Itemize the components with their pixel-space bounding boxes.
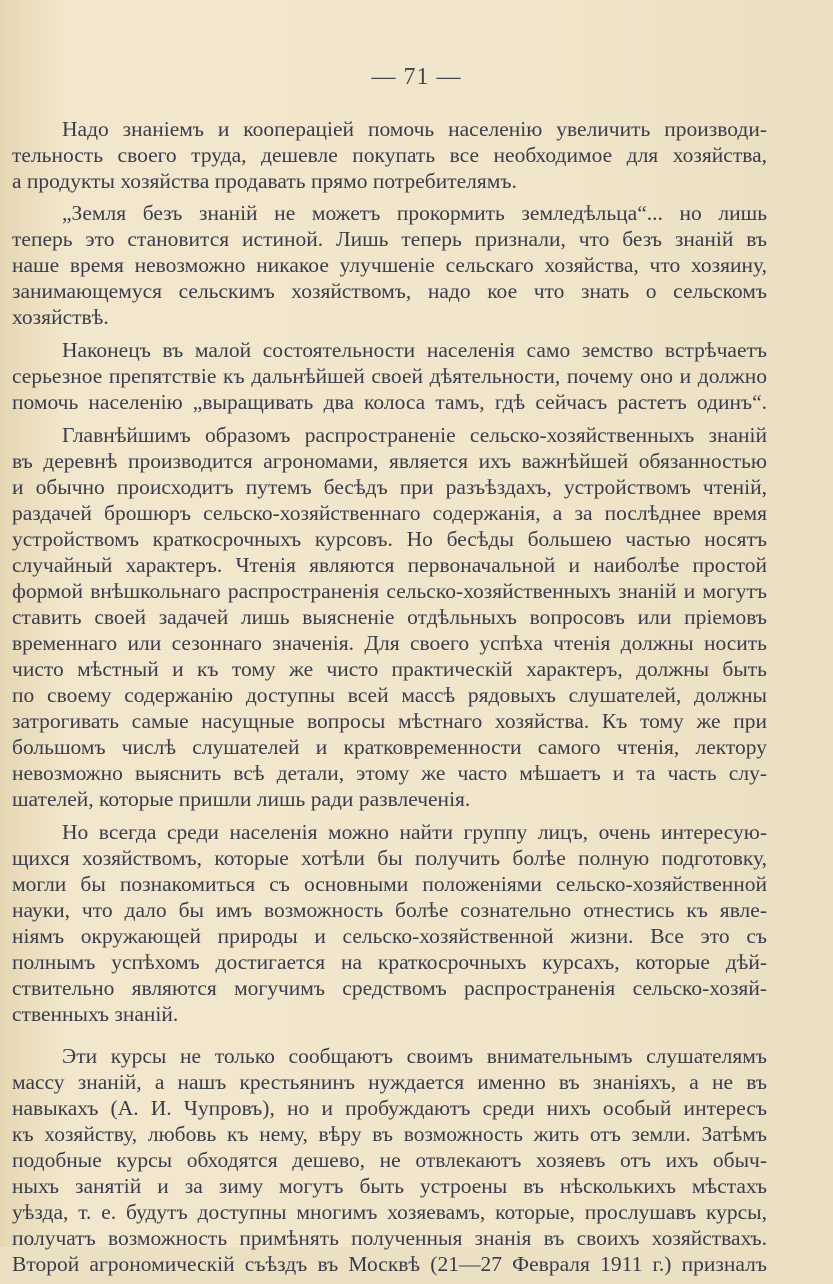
text-line: Надо знаніемъ и кооперацiей помочь населенію увеличить производи-	[62, 117, 767, 141]
text-line: Но всегда среди населенія можно найти группу лицъ, очень интересую-	[62, 820, 767, 844]
text-line: ставить своей задачей лишь выясненіе отдѣльныхъ вопросовъ или пріемовъ	[12, 605, 767, 629]
text-line: тельность своего труда, дешевле покупать все необходимое для хозяйства,	[12, 143, 767, 167]
text-line: ственныхъ знаній.	[12, 1002, 179, 1026]
text-line: случайный характеръ. Чтенія являются первоначальной и наиболѣе простой	[12, 553, 767, 577]
page-number: — 71 —	[371, 64, 462, 90]
paragraph	[12, 116, 767, 194]
text-line: временнаго или сезоннаго значенія. Для своего успѣха чтенія должны носить	[12, 631, 767, 655]
text-line: щихся хозяйствомъ, которые хотѣли бы получить болѣе полную подготовку,	[12, 846, 767, 870]
text-line: наше время невозможно никакое улучшеніе сельскаго хозяйства, что хозяину,	[12, 253, 767, 277]
paragraph	[12, 1043, 767, 1277]
paragraph	[12, 337, 767, 415]
text-line: по своему содержанію доступны всей массѣ рядовыхъ слушателей, должны	[12, 683, 767, 707]
text-line: ствительно являются могучимъ средствомъ распространенія сельско-хозяй-	[12, 976, 767, 1000]
text-line: затрогивать самые насущные вопросы мѣстнаго хозяйства. Къ тому же при	[12, 709, 767, 733]
text-line: невозможно выяснить всѣ детали, этому же часто мѣшаетъ и та часть слу-	[12, 761, 767, 785]
paragraph	[12, 200, 767, 330]
text-line: Главнѣйшимъ образомъ распространеніе сельско-хозяйственныхъ знаній	[62, 423, 767, 447]
text-line: серьезное препятствіе къ дальнѣйшей своей дѣятельности, почему оно и должно	[12, 364, 767, 388]
text-line: раздачей брошюръ сельско-хозяйственнаго содержанія, а за послѣднее время	[12, 501, 767, 525]
text-line: занимающемуся сельскимъ хозяйствомъ, надо кое что знать о сельскомъ	[12, 279, 767, 303]
text-line: Второй агрономическій съѣздъ въ Москвѣ (21—27 Февраля 1911 г.) призналъ	[12, 1252, 767, 1276]
text-line: науки, что дало бы имъ возможность болѣе сознательно отнестись къ явле-	[12, 898, 767, 922]
text-line: къ хозяйству, любовь къ нему, вѣру въ возможность жить отъ земли. Затѣмъ	[12, 1122, 767, 1146]
text-line: теперь это становится истиной. Лишь теперь признали, что безъ знаній въ	[12, 227, 767, 251]
text-line: массу знаній, а нашъ крестьянинъ нуждается именно въ знаніяхъ, а не въ	[12, 1070, 767, 1094]
text-line: помочь населенію „выращивать два колоса тамъ, гдѣ сейчасъ растетъ одинъ“.	[12, 390, 767, 414]
paragraph	[12, 422, 767, 812]
text-line: полнымъ успѣхомъ достигается на краткосрочныхъ курсахъ, которые дѣй-	[12, 950, 767, 974]
text-line: въ деревнѣ производится агрономами, является ихъ важнѣйшей обязанностью	[12, 449, 767, 473]
text-line: ніямъ окружающей природы и сельско-хозяйственной жизни. Все это съ	[12, 924, 767, 948]
body-text	[12, 116, 767, 1284]
text-line: навыкахъ (А. И. Чупровъ), но и пробуждаютъ среди нихъ особый интересъ	[12, 1096, 767, 1120]
text-line: уѣзда, т. е. будутъ доступны многимъ хозяевамъ, которые, прослушавъ курсы,	[12, 1200, 767, 1224]
text-line: Наконецъ въ малой состоятельности населенія само земство встрѣчаетъ	[62, 338, 767, 362]
text-line: формой внѣшкольнаго распространенія сельско-хозяйственныхъ знаній и могутъ	[12, 579, 767, 603]
text-line: могли бы познакомиться съ основными положеніями сельско-хозяйственной	[12, 872, 767, 896]
text-line: чисто мѣстный и къ тому же чисто практическій характеръ, должны быть	[12, 657, 767, 681]
text-line: большомъ числѣ слушателей и кратковременности самого чтенія, лектору	[12, 735, 767, 759]
text-line: получатъ возможность примѣнять полученныя знанія въ своихъ хозяйствахъ.	[12, 1226, 767, 1250]
text-line: подобные курсы обходятся дешево, не отвлекаютъ хозяевъ отъ ихъ обыч-	[12, 1148, 767, 1172]
paragraph	[12, 819, 767, 1027]
text-line: шателей, которые пришли лишь ради развлеченія.	[12, 787, 471, 811]
text-line: и обычно происходитъ путемъ бесѣдъ при разъѣздахъ, устройствомъ чтеній,	[12, 475, 767, 499]
text-line: устройствомъ краткосрочныхъ курсовъ. Но бесѣды большею частью носятъ	[12, 527, 767, 551]
text-line: Эти курсы не только сообщаютъ своимъ внимательнымъ слушателямъ	[62, 1044, 767, 1068]
text-line: „Земля безъ знаній не можетъ прокормить земледѣльца“... но лишь	[62, 201, 767, 225]
text-line: ныхъ занятій и за зиму могутъ быть устроены въ нѣсколькихъ мѣстахъ	[12, 1174, 767, 1198]
text-line: хозяйствѣ.	[12, 305, 109, 329]
text-line: а продукты хозяйства продавать прямо потребителямъ.	[12, 169, 517, 193]
